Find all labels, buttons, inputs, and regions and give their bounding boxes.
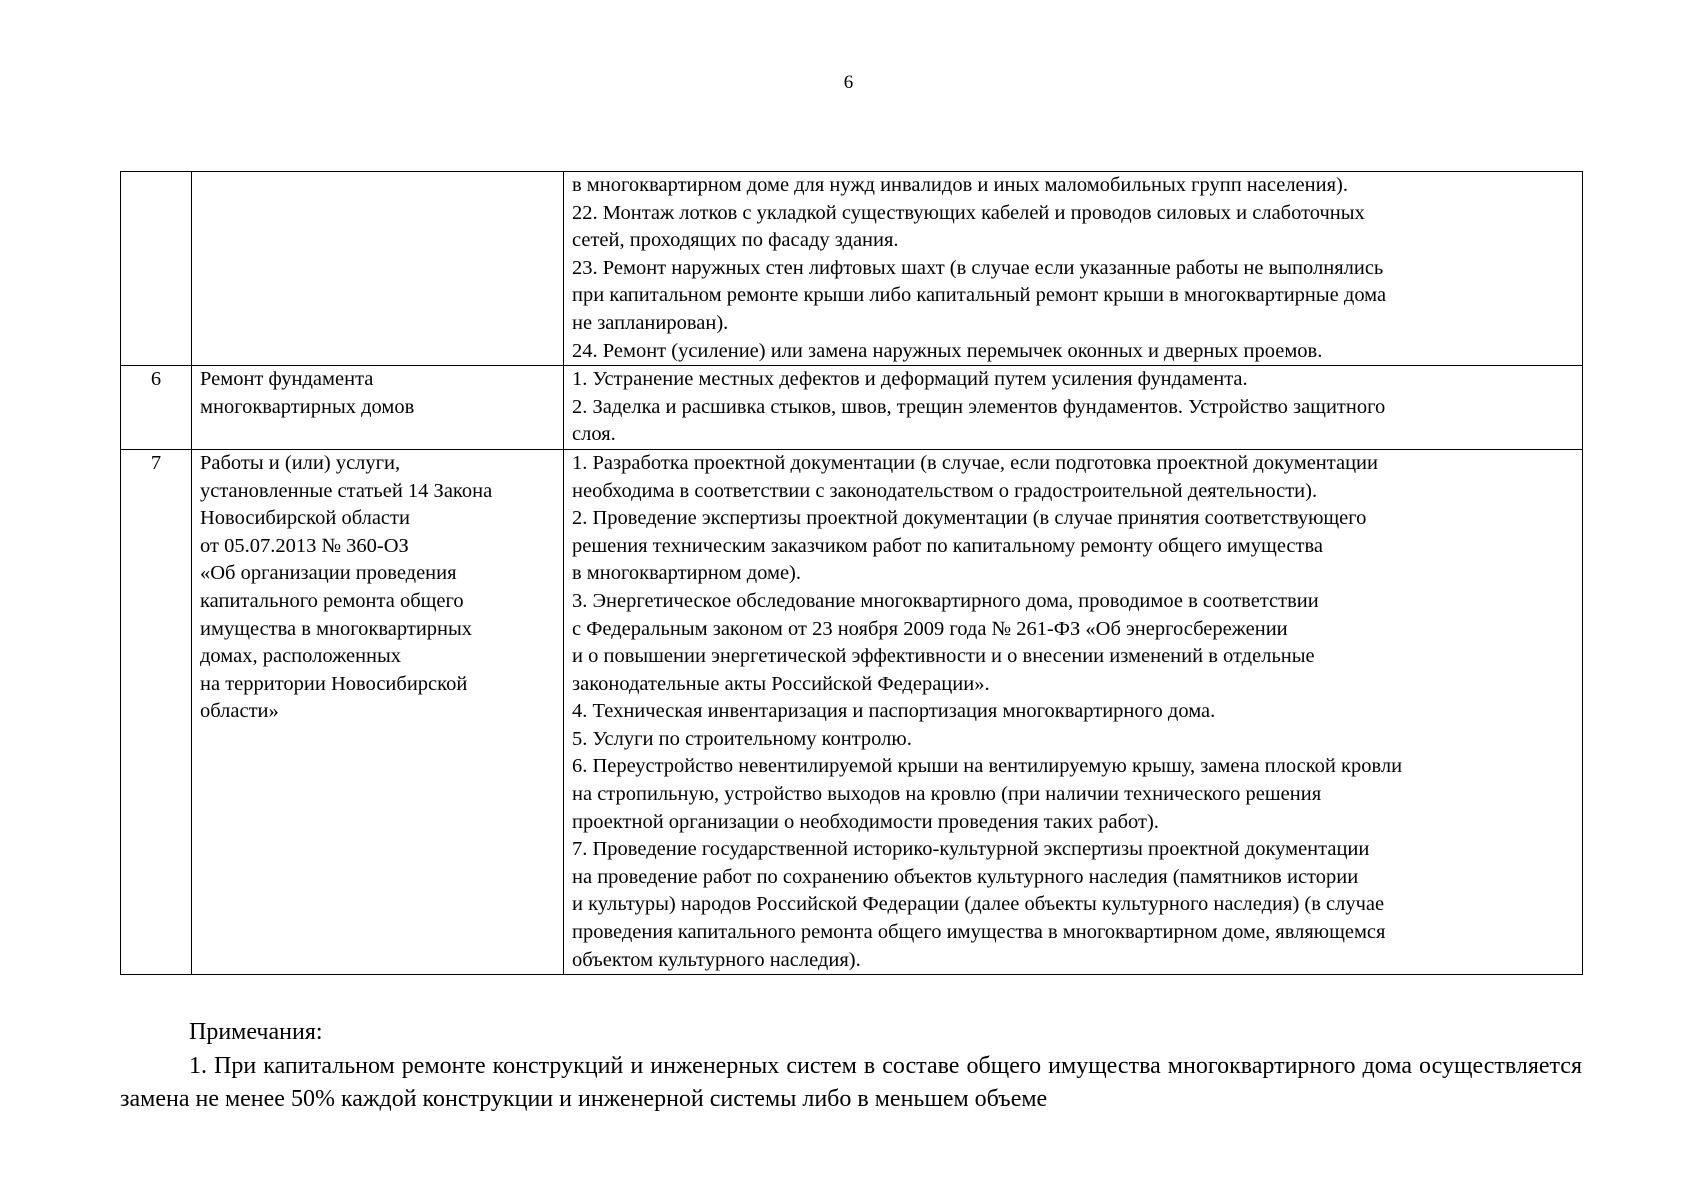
works-list-line: 4. Техническая инвентаризация и паспортизация многоквартирного дома.: [572, 700, 1216, 723]
works-list-line: проектной организации о необходимости проведения таких работ).: [572, 810, 1159, 833]
works-list-line: 6. Переустройство невентилируемой крыши на вентилируемую крышу, замена плоской кровли: [572, 755, 1403, 778]
works-list-line: в многоквартирном доме для нужд инвалидов и иных маломобильных групп населения).: [572, 174, 1348, 196]
work-type-line: домах, расположенных: [200, 645, 402, 668]
work-type-line: многоквартирных домов: [200, 395, 415, 418]
works-list-cell: [564, 449, 1583, 974]
works-list-line: 22. Монтаж лотков с укладкой существующих кабелей и проводов силовых и слаботочных: [572, 201, 1365, 224]
works-list-line: проведения капитального ремонта общего имущества в многоквартирном доме, являющемся: [572, 921, 1386, 944]
row-number-cell: 7: [121, 449, 192, 974]
works-list-line: на стропильную, устройство выходов на кровлю (при наличии технического решения: [572, 783, 1322, 806]
works-list-line: необходима в соответствии с законодательством о градостроительной деятельности).: [572, 479, 1318, 502]
work-type-line: имущества в многоквартирных: [200, 617, 473, 640]
notes-section: [120, 1016, 1582, 1117]
works-list-line: при капитальном ремонте крыши либо капитальный ремонт крыши в многоквартирные дома: [572, 284, 1387, 307]
works-list-line: 5. Услуги по строительному контролю.: [572, 727, 912, 750]
page-number: 6: [843, 72, 854, 93]
works-list-line: не запланирован).: [572, 311, 729, 334]
work-type-line: на территории Новосибирской: [200, 672, 468, 695]
works-list-cell: [564, 172, 1583, 366]
work-type-line: области»: [200, 700, 279, 723]
works-list-line: на проведение работ по сохранению объектов культурного наследия (памятников истории: [572, 865, 1359, 888]
row-number-cell: [121, 172, 192, 366]
works-list-line: 24. Ремонт (усиление) или замена наружных перемычек оконных и дверных проемов.: [572, 339, 1323, 362]
works-list-line: слоя.: [572, 423, 616, 446]
work-type-line: Ремонт фундамента: [200, 368, 374, 391]
works-list-line: 3. Энергетическое обследование многоквартирного дома, проводимое в соответствии: [572, 589, 1319, 612]
works-list-line: объектом культурного наследия).: [572, 948, 861, 971]
works-list-line: и культуры) народов Российской Федерации (далее объекты культурного наследия) (в случае: [572, 893, 1385, 916]
works-list-line: и о повышении энергетической эффективности и о внесении изменений в отдельные: [572, 645, 1315, 668]
work-type-cell: [192, 449, 564, 974]
work-type-line: Новосибирской области: [200, 507, 410, 530]
work-type-line: установленные статьей 14 Закона: [200, 479, 493, 502]
works-list-line: решения техническим заказчиком работ по капитальному ремонту общего имущества: [572, 534, 1323, 557]
table-row: [121, 366, 1583, 450]
row-number-cell: 6: [121, 366, 192, 450]
works-list-line: 2. Заделка и расшивка стыков, швов, трещин элементов фундаментов. Устройство защитного: [572, 395, 1386, 418]
work-type-line: от 05.07.2013 № 360-ОЗ: [200, 534, 409, 557]
work-type-line: Работы и (или) услуги,: [200, 451, 401, 474]
works-list-line: сетей, проходящих по фасаду здания.: [572, 229, 899, 252]
works-list-line: 1. Устранение местных дефектов и деформаций путем усиления фундамента.: [572, 368, 1248, 391]
work-type-cell: [192, 172, 564, 366]
works-list-cell: [564, 366, 1583, 450]
works-list-line: законодательные акты Российской Федерации».: [572, 672, 990, 695]
work-type-line: «Об организации проведения: [200, 562, 457, 585]
works-table: [120, 171, 1583, 975]
works-list-line: в многоквартирном доме).: [572, 562, 802, 585]
notes-title: Примечания:: [189, 1019, 323, 1045]
table-row: [121, 172, 1583, 366]
works-list-line: 7. Проведение государственной историко-культурной экспертизы проектной документации: [572, 838, 1370, 861]
note-paragraph-1: 1. При капитальном ремонте конструкций и инженерных систем в составе общего имущества многоквартирного дома осуществляется замена не менее 50% каждой конструкции и инженерной системы либо в меньшем объеме: [120, 1052, 1582, 1112]
works-list-line: 23. Ремонт наружных стен лифтовых шахт (в случае если указанные работы не выполнялись: [572, 256, 1384, 279]
work-type-cell: [192, 366, 564, 450]
table-row: [121, 449, 1583, 974]
works-list-line: 2. Проведение экспертизы проектной документации (в случае принятия соответствующего: [572, 507, 1367, 530]
works-list-line: с Федеральным законом от 23 ноября 2009 года № 261-ФЗ «Об энергосбережении: [572, 617, 1288, 640]
works-list-line: 1. Разработка проектной документации (в случае, если подготовка проектной документации: [572, 451, 1378, 474]
work-type-line: капитального ремонта общего: [200, 589, 464, 612]
